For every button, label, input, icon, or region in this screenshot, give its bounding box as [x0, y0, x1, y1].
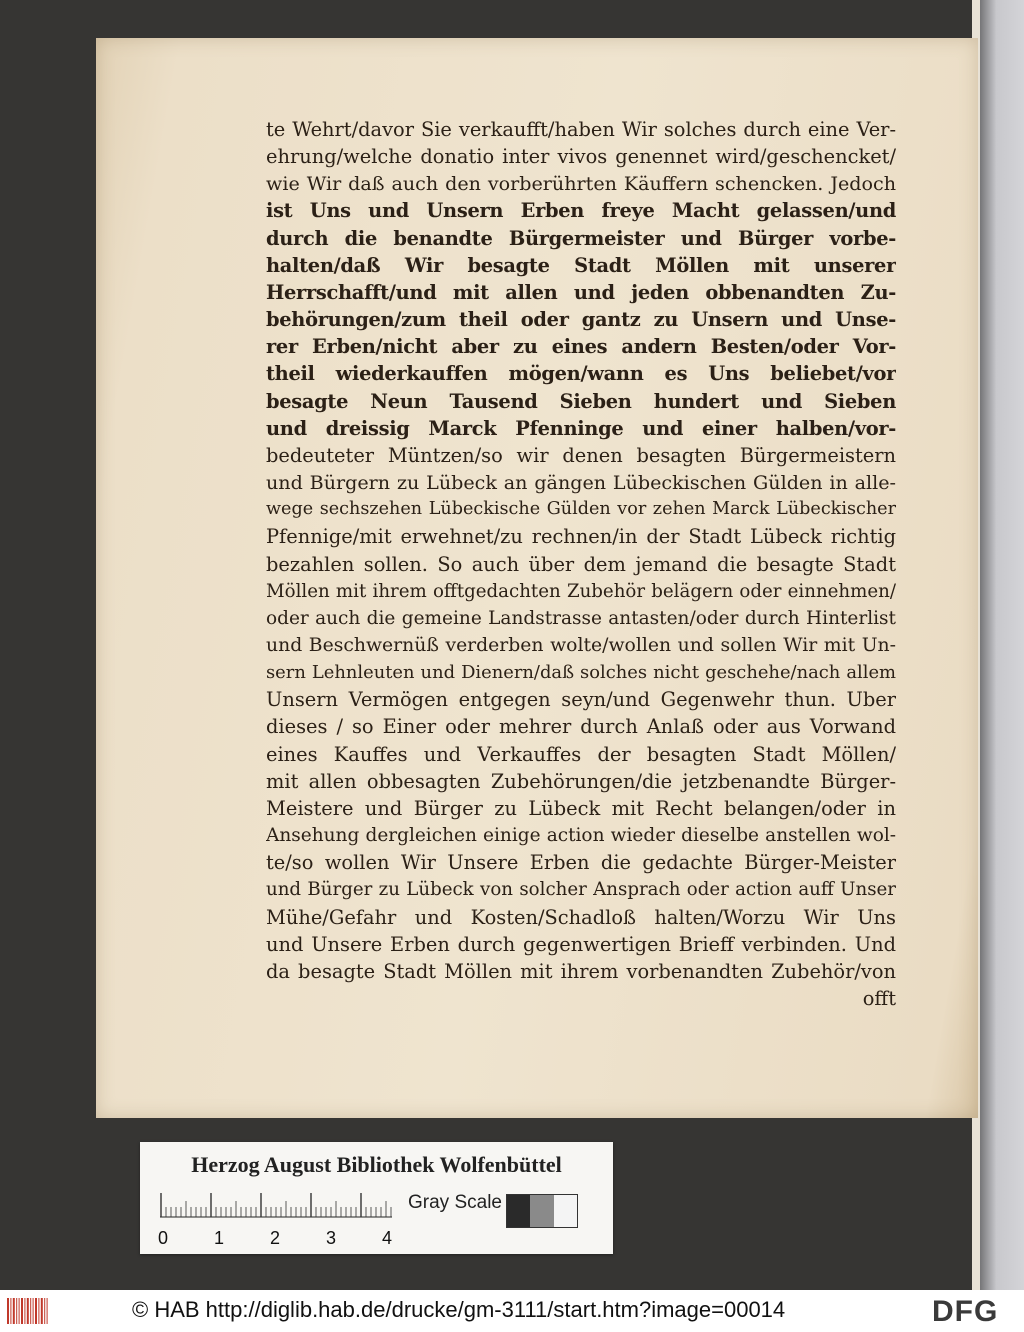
text-line: te/so wollen Wir Unsere Erben die gedachte Bürger-Meister: [266, 851, 896, 875]
text-line: te Wehrt/davor Sie verkaufft/haben Wir solches durch eine Ver-: [266, 118, 896, 141]
text-line: Möllen mit ihrem offtgedachten Zubehör belägern oder einnehmen/: [266, 580, 896, 602]
barcode-bar: [21, 1298, 23, 1324]
ruler-number: 1: [214, 1228, 225, 1248]
barcode-bar: [33, 1298, 34, 1324]
text-line: und Unsere Erben durch gegenwertigen Brieff verbinden. Und: [266, 932, 896, 956]
text-line: wie Wir daß auch den vorberührten Käuffern schencken. Jedoch: [266, 172, 896, 196]
text-line: Ansehung dergleichen einige action wieder dieselbe anstellen wol-: [266, 825, 896, 847]
barcode-icon: [6, 1296, 48, 1326]
scale-ruler: [160, 1190, 392, 1218]
catchword: offt: [862, 987, 896, 1010]
text-line: ist Uns und Unsern Erben freye Macht gelassen/und: [266, 199, 896, 223]
ruler-number: 3: [326, 1228, 337, 1248]
barcode-bar: [41, 1298, 43, 1324]
gray-patch: [507, 1195, 530, 1227]
ruler-number: 0: [158, 1228, 169, 1248]
facing-page-edge: [978, 0, 1024, 1290]
text-line: bezahlen sollen. So auch über dem jemand die besagte Stadt: [266, 552, 896, 576]
barcode-bar: [44, 1298, 45, 1324]
gray-patch: [530, 1195, 553, 1227]
gray-patch: [554, 1195, 577, 1227]
text-line: und Bürgern zu Lübeck an gängen Lübeckischen Gülden in alle-: [266, 471, 896, 495]
barcode-bar: [47, 1298, 48, 1324]
text-line: durch die benandte Bürgermeister und Bürger vorbe-: [266, 226, 896, 250]
text-line: rer Erben/nicht aber zu eines andern Besten/oder Vor-: [266, 335, 896, 359]
barcode-bar: [30, 1298, 31, 1324]
text-line: und Bürger zu Lübeck von solcher Ansprach oder action auff Unser: [266, 879, 896, 901]
text-line: Meistere und Bürger zu Lübeck mit Recht belangen/oder in: [266, 796, 896, 820]
text-line: theil wiederkauffen mögen/wann es Uns beliebet/vor: [266, 362, 896, 386]
text-line: besagte Neun Tausend Sieben hundert und Sieben: [266, 389, 896, 413]
barcode-bar: [16, 1298, 17, 1324]
barcode-bar: [19, 1298, 20, 1324]
text-line: dieses / so Einer oder mehrer durch Anlaß oder aus Vorwand: [266, 715, 896, 739]
gray-scale-label: Gray Scale: [408, 1192, 502, 1213]
copyright-url[interactable]: © HAB http://diglib.hab.de/drucke/gm-3111/start.htm?image=00014: [132, 1297, 786, 1322]
gray-scale-swatch: [506, 1194, 578, 1228]
text-line: ehrung/welche donatio inter vivos genennet wird/geschencket/: [266, 145, 896, 169]
document-page: [96, 38, 978, 1118]
text-line: wege sechszehen Lübeckische Gülden vor zehen Marck Lübeckischer: [266, 499, 896, 520]
barcode-bar: [13, 1298, 15, 1324]
text-line: Herrschafft/und mit allen und jeden obbenandten Zu-: [266, 280, 896, 304]
text-line: und dreissig Marck Pfenninge und einer halben/vor-: [266, 416, 896, 440]
ruler-number: 2: [270, 1228, 281, 1248]
text-line: sern Lehnleuten und Dienern/daß solches nicht geschehe/nach allem: [266, 662, 896, 684]
text-line: und Beschwernüß verderben wolte/wollen und sollen Wir mit Un-: [266, 634, 896, 656]
text-line: bedeuteter Müntzen/so wir denen besagten Bürgermeistern: [266, 443, 896, 467]
barcode-bar: [10, 1298, 11, 1324]
text-line: Unsern Vermögen entgegen seyn/und Gegenwehr thun. Uber: [266, 688, 896, 712]
ruler-number: 4: [382, 1228, 393, 1248]
barcode-bar: [24, 1298, 25, 1324]
dfg-logo: DFG: [932, 1295, 999, 1328]
text-line: Mühe/Gefahr und Kosten/Schadloß halten/Worzu Wir Uns: [266, 905, 896, 929]
text-line: mit allen obbesagten Zubehörungen/die jetzbenandte Bürger-: [266, 769, 896, 793]
text-line: oder auch die gemeine Landstrasse antasten/oder durch Hinterlist: [266, 607, 896, 629]
library-name: Herzog August Bibliothek Wolfenbüttel: [191, 1152, 562, 1177]
text-line: behörungen/zum theil oder gantz zu Unsern und Unse-: [266, 308, 896, 332]
barcode-bar: [35, 1298, 37, 1324]
document-text: [266, 116, 896, 1012]
text-line: eines Kauffes und Verkauffes der besagten Stadt Möllen/: [266, 742, 896, 766]
text-line: Pfennige/mit erwehnet/zu rechnen/in der Stadt Lübeck richtig: [266, 525, 896, 549]
barcode-bar: [27, 1298, 29, 1324]
barcode-bar: [7, 1298, 9, 1324]
text-line: halten/daß Wir besagte Stadt Möllen mit unserer: [266, 253, 896, 277]
text-line: da besagte Stadt Möllen mit ihrem vorbenandten Zubehör/von: [266, 959, 896, 983]
barcode-bar: [38, 1298, 39, 1324]
